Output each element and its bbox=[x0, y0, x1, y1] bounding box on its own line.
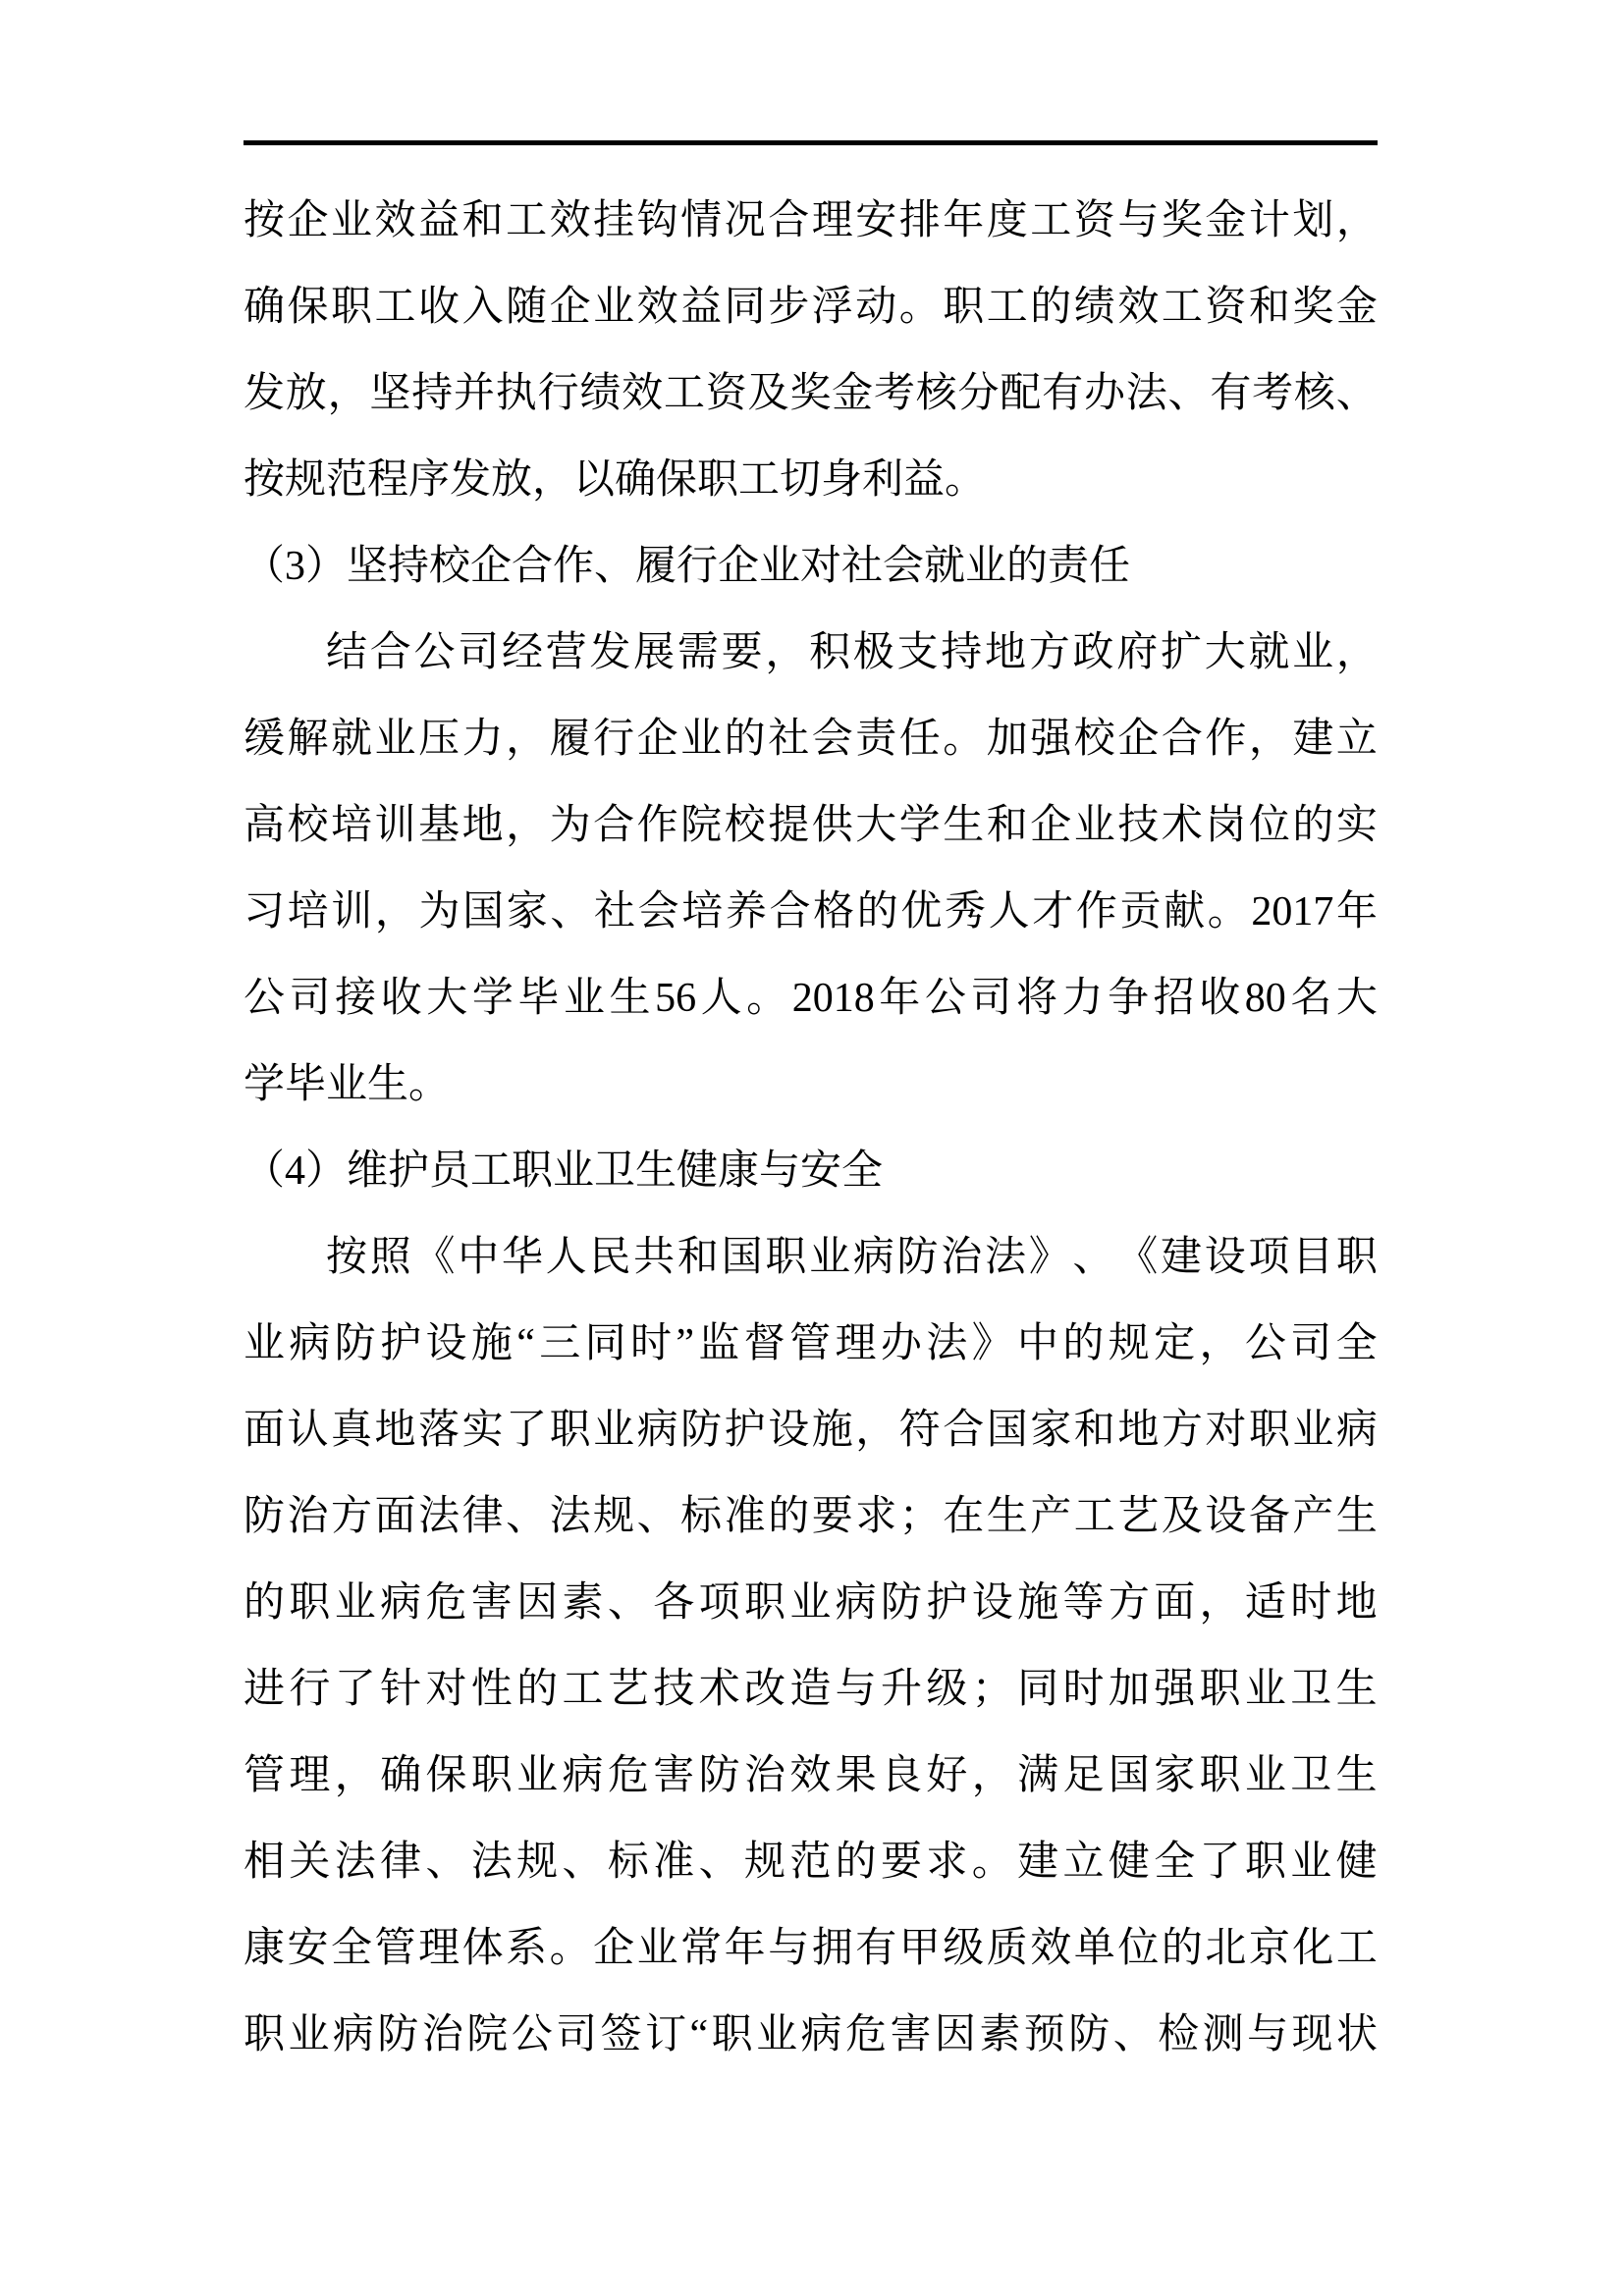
text-line: 按 照 《 中 华 人 民 共 和 国 职 业 病 防 治 法 》 、 《 建 设 项 目 职 bbox=[326, 1235, 1378, 1280]
text-line: 习 培 训 ， 为 国 家 、 社 会 培 养 合 格 的 优 秀 人 才 作 贡 献 。 2017 年 bbox=[244, 889, 1378, 934]
text-line: 按规范程序发放，以确保职工切身利益。 bbox=[244, 457, 987, 503]
text-line: 确 保 职 工 收 入 随 企 业 效 益 同 步 浮 动 。 职 工 的 绩 效 工 资 和 奖 金 bbox=[244, 285, 1378, 330]
text-line: 防 治 方 面 法 律 、 法 规 、 标 准 的 要 求 ； 在 生 产 工 艺 及 设 备 产 生 bbox=[244, 1494, 1378, 1539]
text-line: 康 安 全 管 理 体 系 。 企 业 常 年 与 拥 有 甲 级 质 效 单 位 的 北 京 化 工 bbox=[244, 1926, 1378, 1971]
text-line: 发 放 ， 坚 持 并 执 行 绩 效 工 资 及 奖 金 考 核 分 配 有 办 法 、 有 考 核 、 bbox=[244, 371, 1378, 416]
text-line: 管 理 ， 确 保 职 业 病 危 害 防 治 效 果 良 好 ， 满 足 国 家 职 业 卫 生 bbox=[244, 1753, 1378, 1798]
text-line: 业 病 防 护 设 施 “ 三 同 时 ” 监 督 管 理 办 法 》 中 的 规 定 ， 公 司 全 bbox=[244, 1321, 1378, 1366]
text-line: 结 合 公 司 经 营 发 展 需 要 ， 积 极 支 持 地 方 政 府 扩 大 就 业 ， bbox=[326, 630, 1378, 675]
text-line: 缓 解 就 业 压 力 ， 履 行 企 业 的 社 会 责 任 。 加 强 校 企 合 作 ， 建 立 bbox=[244, 717, 1378, 762]
text-line: 公 司 接 收 大 学 毕 业 生 56 人 。 2018 年 公 司 将 力 争 招 收 80 名 大 bbox=[244, 976, 1378, 1021]
text-line: 职 业 病 防 治 院 公 司 签 订 “ 职 业 病 危 害 因 素 预 防 、 检 测 与 现 状 bbox=[244, 2012, 1378, 2057]
page-body bbox=[244, 178, 1378, 2078]
text-line: 进 行 了 针 对 性 的 工 艺 技 术 改 造 与 升 级 ； 同 时 加 强 职 业 卫 生 bbox=[244, 1667, 1378, 1712]
text-line: （3）坚持校企合作、履行企业对社会就业的责任 bbox=[244, 544, 1131, 589]
text-line: （4）维护员工职业卫生健康与安全 bbox=[244, 1148, 884, 1194]
text-line: 学毕业生。 bbox=[244, 1062, 451, 1107]
text-line: 的 职 业 病 危 害 因 素 、 各 项 职 业 病 防 护 设 施 等 方 面 ， 适 时 地 bbox=[244, 1580, 1378, 1626]
header-rule bbox=[244, 140, 1378, 145]
text-line: 相 关 法 律 、 法 规 、 标 准 、 规 范 的 要 求 。 建 立 健 全 了 职 业 健 bbox=[244, 1840, 1378, 1885]
text-line: 高 校 培 训 基 地 ， 为 合 作 院 校 提 供 大 学 生 和 企 业 技 术 岗 位 的 实 bbox=[244, 803, 1378, 848]
text-line: 面 认 真 地 落 实 了 职 业 病 防 护 设 施 ， 符 合 国 家 和 地 方 对 职 业 病 bbox=[244, 1408, 1378, 1453]
text-line: 按 企 业 效 益 和 工 效 挂 钩 情 况 合 理 安 排 年 度 工 资 与 奖 金 计 划 ， bbox=[244, 198, 1378, 243]
